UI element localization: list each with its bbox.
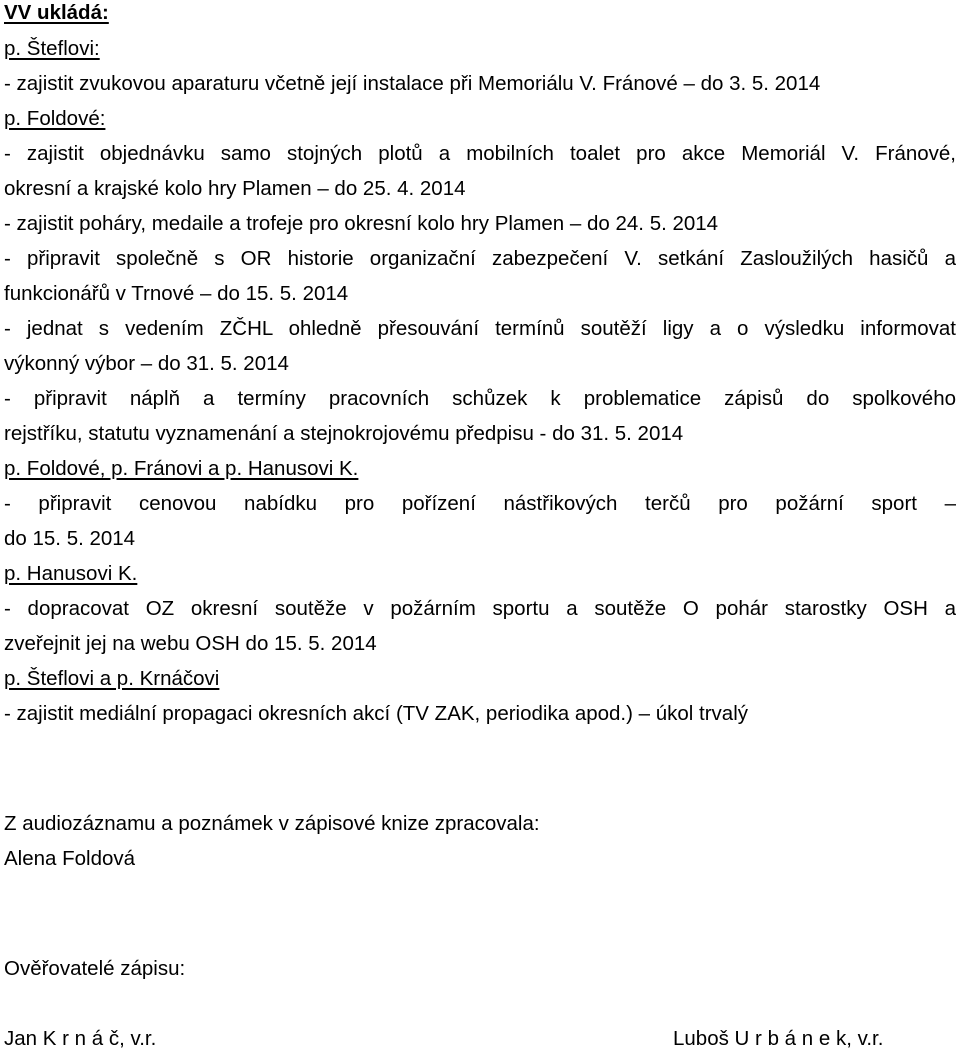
assignee-foldove: p. Foldové: [4,107,106,130]
assignee-group: p. Foldové, p. Fránovi a p. Hanusovi K. [4,457,359,480]
task-line: - připravit náplň a termíny pracovních schůzek k problematice zápisů do spolkového [4,387,956,410]
assignee-steflovi: p. Šteflovi: [4,37,100,60]
verifier-right-signature: Luboš U r b á n e k, v.r. [673,1027,884,1050]
verifiers-label: Ověřovatelé zápisu: [4,957,186,980]
task-line: do 15. 5. 2014 [4,527,136,550]
task-line: - připravit společně s OR historie organizační zabezpečení V. setkání Zasloužilých hasičů a [4,247,956,270]
record-note: Z audiozáznamu a poznámek v zápisové knize zpracovala: [4,812,540,835]
task-line: - zajistit objednávku samo stojných plotů a mobilních toalet pro akce Memoriál V. Fránové, [4,142,956,165]
task-line: okresní a krajské kolo hry Plamen – do 25. 4. 2014 [4,177,466,200]
task-line: rejstříku, statutu vyznamenání a stejnokrojovému předpisu - do 31. 5. 2014 [4,422,684,445]
recorder-name: Alena Foldová [4,847,136,870]
section-heading: VV ukládá: [4,1,109,24]
task-line: - zajistit zvukovou aparaturu včetně její instalace při Memoriálu V. Fránové – do 3. 5. 2014 [4,72,821,95]
task-line: - dopracovat OZ okresní soutěže v požárním sportu a soutěže O pohár starostky OSH a [4,597,956,620]
task-line: - jednat s vedením ZČHL ohledně přesouvání termínů soutěží ligy a o výsledku informovat [4,317,956,340]
task-line: - zajistit poháry, medaile a trofeje pro okresní kolo hry Plamen – do 24. 5. 2014 [4,212,719,235]
assignee-steflovi-krnacovi: p. Šteflovi a p. Krnáčovi [4,667,220,690]
task-line: - zajistit mediální propagaci okresních akcí (TV ZAK, periodika apod.) – úkol trvalý [4,702,749,725]
task-line: výkonný výbor – do 31. 5. 2014 [4,352,289,375]
assignee-hanusovi: p. Hanusovi K. [4,562,138,585]
verifier-left-signature: Jan K r n á č, v.r. [4,1027,157,1050]
task-line: - připravit cenovou nabídku pro pořízení nástřikových terčů pro požární sport – [4,492,956,515]
task-line: funkcionářů v Trnové – do 15. 5. 2014 [4,282,349,305]
task-line: zveřejnit jej na webu OSH do 15. 5. 2014 [4,632,377,655]
